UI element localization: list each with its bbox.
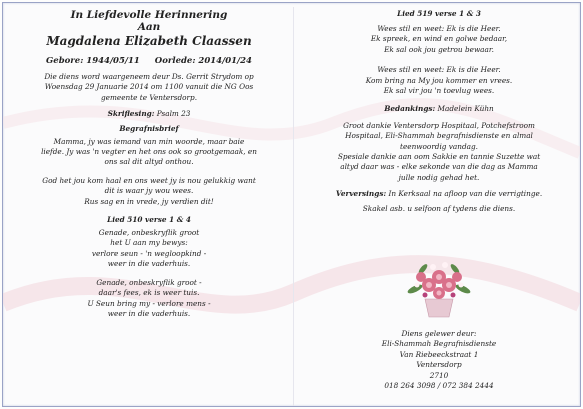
- scripture-line: [13, 109, 285, 119]
- refreshments-text: In Kerksaal na afloop van die verrigtinge.: [388, 189, 543, 199]
- hymn-510-heading: Lied 510 verse 1 & 4: [107, 215, 191, 225]
- letter-paragraph-2: God het jou kom haal en ons weet jy is nou gelukkig want dit is waar jy wou wees. Rus sag en in vrede, jy verdien dit!: [42, 175, 256, 206]
- thanks-name: Madelein Kühn: [437, 104, 494, 114]
- service-info: Die diens word waargeneem deur Ds. Gerrit Strydom op Woensdag 29 Januarie 2014 om 1100 vanuit die NG Oos gemeente te Ventersdorp.: [44, 72, 254, 102]
- phones-note: Skakel asb. u selfoon af tydens die diens.: [362, 203, 516, 213]
- flower-bouquet-icon: [405, 255, 473, 319]
- scripture-text: Psalm 23: [156, 109, 191, 119]
- thanks-line: [305, 104, 573, 114]
- dates-row: [13, 56, 285, 66]
- title-aan: Aan: [137, 21, 161, 33]
- title-remembrance: In Liefdevolle Herinnering: [70, 9, 228, 21]
- birth-date: Gebore: 1944/05/11: [46, 56, 140, 66]
- letter-paragraph-1: Mamma, jy was iemand van min woorde, maar baie liefde. Jy was 'n vegter en het ons ook so grootgemaak, en ons sal dit altyd onthou.: [41, 136, 257, 167]
- thanks-text: Groot dankie Ventersdorp Hospitaal, Potchefstroom Hospitaal, Eli-Shammah begrafnisdienste en almal teenwoordig vandag. Spesiale dankie aan oom Sakkie en tannie Suzette wat altyd daar was - elke sekonde van die dag as Mamma julle nodig gehad het.: [337, 120, 541, 182]
- hymn-519-verse-1: Wees stil en weet: Ek is die Heer. Ek spreek, en wind en golwe bedaar, Ek sal ook jou getrou bewaar.: [370, 24, 508, 54]
- fold-line: [293, 7, 294, 406]
- hymn-519-heading: Lied 519 verse 1 & 3: [397, 9, 481, 18]
- refreshments-label: Verversings:: [335, 189, 387, 199]
- hymn-510-verse-1: Genade, onbeskryflik groot het U aan my bewys: verlore seun - 'n wegloopkind - weer in die vaderhuis.: [91, 228, 207, 269]
- deceased-name: Magdalena Elizabeth Claassen: [46, 34, 252, 48]
- hymn-519-verse-3: Wees stil en weet: Ek is die Heer. Kom bring na My jou kommer en vrees. Ek sal vir jou 'n toevlug wees.: [365, 65, 513, 96]
- memorial-card: [2, 2, 581, 407]
- scripture-label: Skriflesing:: [107, 109, 155, 119]
- hymn-510-verse-4: Genade, onbeskryflik groot - daar's fees, ek is weer tuis. U Seun bring my - verlore mens - weer in die vaderhuis.: [87, 277, 211, 318]
- death-date: Oorlede: 2014/01/24: [154, 56, 252, 66]
- refreshments-line: [305, 189, 573, 199]
- thanks-label: Bedankings:: [384, 104, 436, 114]
- left-panel: [13, 9, 285, 319]
- letter-heading: Begrafnisbrief: [119, 123, 179, 133]
- right-panel: [305, 9, 573, 391]
- funeral-service-credit: Diens gelewer deur: Eli-Shammah Begrafnisdienste Van Riebeeckstraat 1 Ventersdorp 2710 018 264 3098 / 072 384 2444: [381, 329, 497, 391]
